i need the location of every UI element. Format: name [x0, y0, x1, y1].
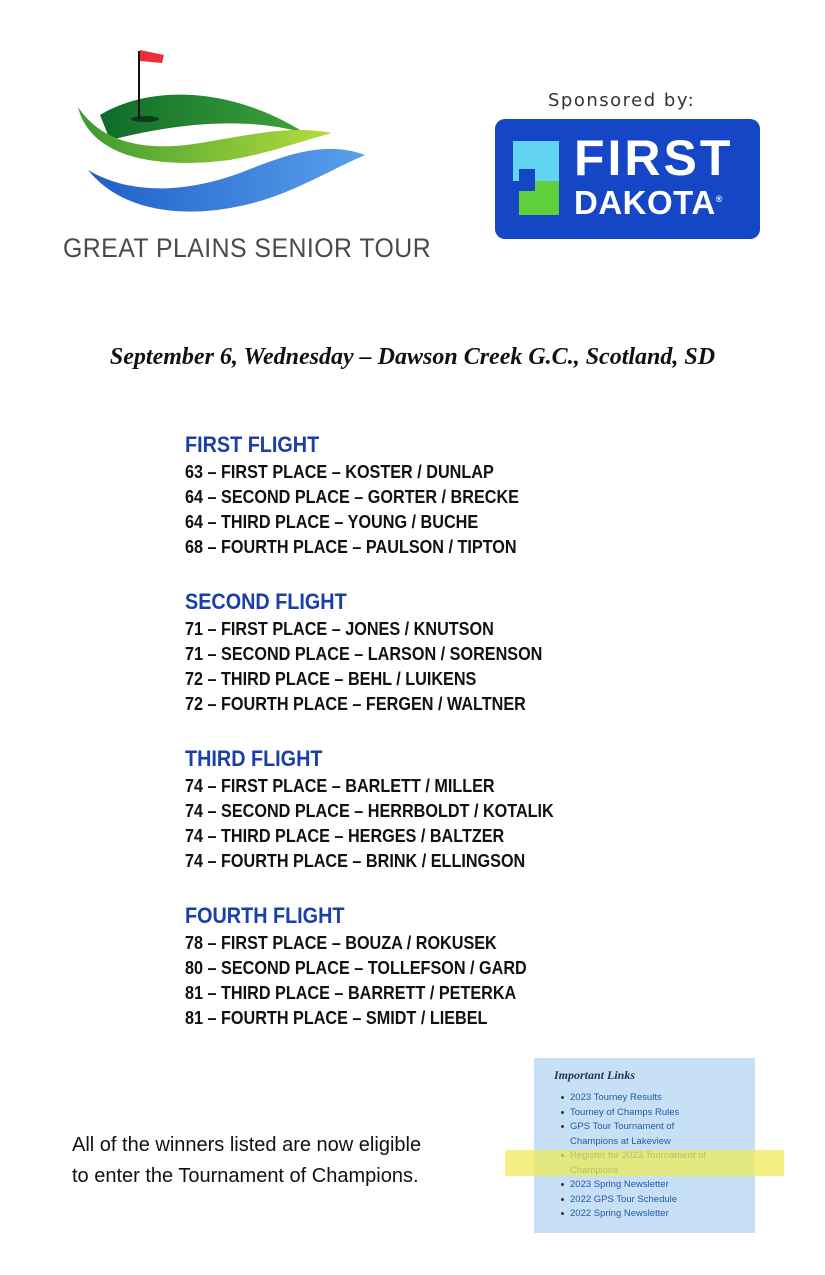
sponsor-mark-icon	[513, 141, 559, 215]
trademark-symbol: ®	[715, 194, 723, 204]
important-links-panel	[534, 1058, 755, 1233]
logo-hole-shape	[131, 116, 159, 122]
eligibility-line: All of the winners listed are now eligible	[72, 1134, 422, 1156]
result-line: 63 – FIRST PLACE – KOSTER / DUNLAP	[185, 462, 494, 482]
sponsor-logo	[495, 119, 760, 239]
eligibility-note	[72, 1130, 421, 1192]
result-line: 81 – FOURTH PLACE – SMIDT / LIEBEL	[185, 1008, 488, 1028]
link-spring-newsletter-2022[interactable]: 2022 Spring Newsletter	[570, 1207, 750, 1222]
result-line: 71 – FIRST PLACE – JONES / KNUTSON	[185, 619, 494, 639]
result-line: 74 – FIRST PLACE – BARLETT / MILLER	[185, 776, 495, 796]
eligibility-line: to enter the Tournament of Champions.	[72, 1165, 419, 1187]
result-line: 74 – FOURTH PLACE – BRINK / ELLINGSON	[185, 851, 526, 871]
result-line: 72 – THIRD PLACE – BEHL / LUIKENS	[185, 669, 477, 689]
result-line: 74 – THIRD PLACE – HERGES / BALTZER	[185, 826, 505, 846]
link-tourney-champs-rules[interactable]: Tourney of Champs Rules	[570, 1106, 750, 1121]
event-heading: September 6, Wednesday – Dawson Creek G.C., Scotland, SD	[109, 344, 716, 370]
flight-first	[185, 430, 685, 560]
result-line: 72 – FOURTH PLACE – FERGEN / WALTNER	[185, 694, 526, 714]
flight-fourth	[185, 901, 685, 1031]
flight-title: FOURTH FLIGHT	[185, 903, 345, 928]
flight-second	[185, 587, 685, 717]
result-line: 64 – THIRD PLACE – YOUNG / BUCHE	[185, 512, 479, 532]
link-spring-newsletter-2023[interactable]: 2023 Spring Newsletter	[570, 1178, 750, 1193]
flag-icon	[140, 50, 164, 63]
flight-title: SECOND FLIGHT	[185, 589, 347, 614]
link-tourney-results[interactable]: 2023 Tourney Results	[570, 1091, 750, 1106]
link-gps-tournament-champions[interactable]: GPS Tour Tournament of Champions at Lakeview	[570, 1120, 750, 1149]
flight-third	[185, 744, 685, 874]
result-line: 71 – SECOND PLACE – LARSON / SORENSON	[185, 644, 543, 664]
tour-logo-text: GREAT PLAINS SENIOR TOUR	[63, 233, 432, 263]
tour-logo-graphic	[70, 45, 370, 230]
result-line: 74 – SECOND PLACE – HERRBOLDT / KOTALIK	[185, 801, 554, 821]
flight-title: THIRD FLIGHT	[185, 746, 323, 771]
important-links-title: Important Links	[554, 1068, 636, 1082]
results-section	[185, 430, 685, 1058]
sponsor-name-line1: FIRST	[574, 130, 734, 186]
link-tour-schedule-2022[interactable]: 2022 GPS Tour Schedule	[570, 1193, 750, 1208]
sponsored-by-label: Sponsored by:	[548, 90, 696, 111]
result-line: 80 – SECOND PLACE – TOLLEFSON / GARD	[185, 958, 527, 978]
result-line: 68 – FOURTH PLACE – PAULSON / TIPTON	[185, 537, 517, 557]
result-line: 81 – THIRD PLACE – BARRETT / PETERKA	[185, 983, 517, 1003]
register-link-highlight	[505, 1150, 784, 1176]
sponsor-name-line2: DAKOTA®	[574, 184, 723, 221]
sponsor-name	[574, 130, 734, 221]
result-line: 78 – FIRST PLACE – BOUZA / ROKUSEK	[185, 933, 497, 953]
result-line: 64 – SECOND PLACE – GORTER / BRECKE	[185, 487, 519, 507]
flight-title: FIRST FLIGHT	[185, 432, 320, 457]
